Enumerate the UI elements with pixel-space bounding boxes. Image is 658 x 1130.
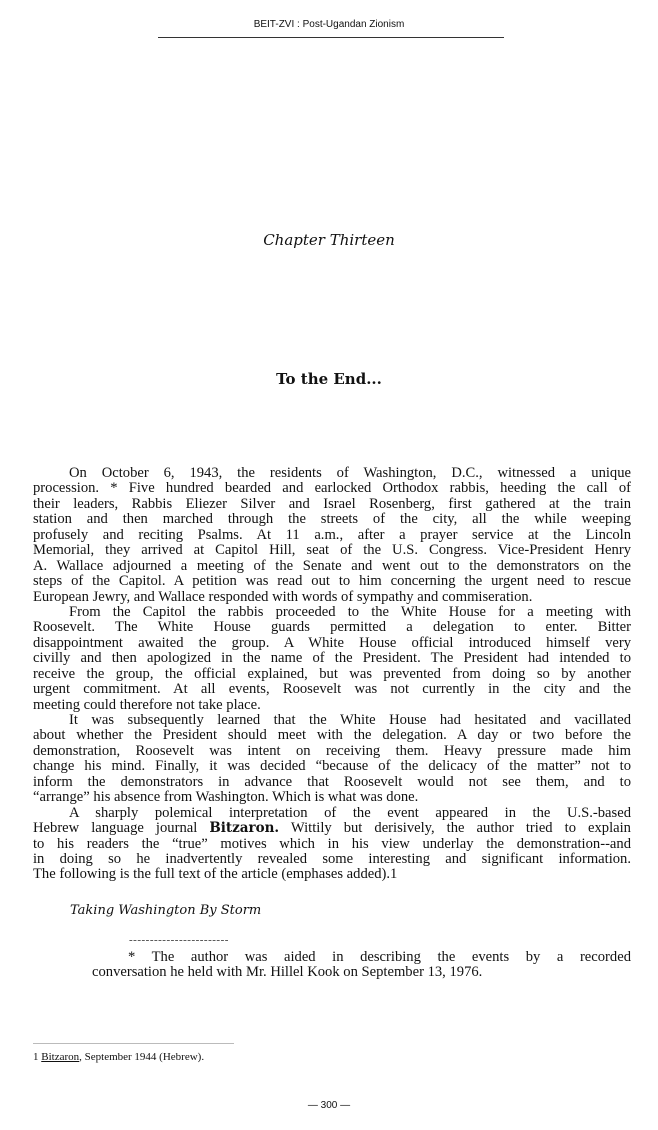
paragraph-line: procession. * Five hundred bearded and earlocked Orthodox rabbis, heeding the call of [33, 480, 631, 497]
body-text [33, 466, 631, 883]
paragraph-line [33, 821, 631, 836]
paragraph-line: “arrange” his absence from Washington. Which is what was done. [33, 789, 419, 806]
paragraph-line: A sharply polemical interpretation of the event appeared in the U.S.-based [69, 804, 631, 821]
paragraph-line: The following is the full text of the article (emphases added).1 [33, 866, 398, 883]
chapter-title: To the End... [276, 370, 382, 388]
footnote-source: Bitzaron [41, 1051, 80, 1063]
paragraph-line: civilly and then apologized in the name of the President. The President had intended to [33, 650, 631, 667]
paragraph-line: receive the group, the official explained, but was prevented from doing so by another [33, 665, 631, 682]
header-rule [158, 37, 504, 38]
paragraph-line: A. Wallace adjourned a meeting of the Senate and went out to the demonstrators on the [33, 557, 631, 574]
paragraph-line: urgent commitment. At all events, Roosevelt was not currently in the city and the [33, 681, 631, 698]
paragraph-line: On October 6, 1943, the residents of Washington, D.C., witnessed a unique [69, 465, 631, 481]
footnote-rest: , September 1944 (Hebrew). [79, 1051, 205, 1063]
paragraph-line: profusely and reciting Psalms. At 11 a.m., after a prayer service at the Lincoln [33, 526, 631, 543]
footnote-number: 1 [33, 1051, 39, 1063]
paragraph-line: in doing so he inadvertently revealed some interesting and significant information. [33, 850, 631, 867]
note-line: conversation he held with Mr. Hillel Kook on September 13, 1976. [92, 964, 483, 981]
paragraph-line: station and then marched through the streets of the city, all the while weeping [33, 511, 631, 528]
article-heading: Taking Washington By Storm [70, 903, 262, 918]
paragraph-line: It was subsequently learned that the White House had hesitated and vacillated [69, 712, 631, 728]
paragraph-line: steps of the Capitol. A petition was read out to him concerning the urgent need to rescue [33, 573, 631, 590]
paragraph-line: disappointment awaited the group. A White House official introduced himself very [33, 634, 631, 651]
footnote [33, 1051, 204, 1063]
chapter-label: Chapter Thirteen [263, 231, 395, 249]
paragraph-line: Memorial, they arrived at Capitol Hill, seat of the U.S. Congress. Vice-President Henry [33, 542, 631, 559]
text-segment: Wittily but derisively, the author tried to explain [279, 820, 631, 837]
paragraph-line: European Jewry, and Wallace responded with words of sympathy and commiseration. [33, 588, 533, 605]
asterisk-note [92, 950, 631, 981]
paragraph-line: their leaders, Rabbis Eliezer Silver and Israel Rosenberg, first gathered at the train [33, 495, 631, 512]
running-head: BEIT-ZVI : Post-Ugandan Zionism [253, 19, 405, 30]
paragraph-line: to his readers the “true” motives which in his view underlay the demonstration--and [33, 835, 631, 852]
text-segment: Hebrew language journal [33, 820, 210, 837]
note-line: * The author was aided in describing the events by a recorded [128, 949, 631, 965]
paragraph-line: change his mind. Finally, it was decided “because of the delicacy of the matter” not to [33, 758, 631, 775]
paragraph-line: Roosevelt. The White House guards permitted a delegation to enter. Bitter [33, 619, 631, 636]
paragraph-line: inform the demonstrators in advance that Roosevelt would not see them, and to [33, 773, 631, 790]
page-number: — 300 — [307, 1100, 351, 1111]
footnote-rule [33, 1043, 234, 1044]
journal-name: Bitzaron. [209, 820, 280, 837]
paragraph-line: From the Capitol the rabbis proceeded to the White House for a meeting with [69, 603, 631, 620]
paragraph-line: meeting could therefore not take place. [33, 696, 261, 713]
paragraph-line: demonstration, Roosevelt was intent on receiving them. Heavy pressure made him [33, 742, 631, 759]
paragraph-line: about whether the President should meet with the delegation. A day or two before the [33, 727, 631, 744]
note-separator: ------------------------ [129, 934, 229, 946]
